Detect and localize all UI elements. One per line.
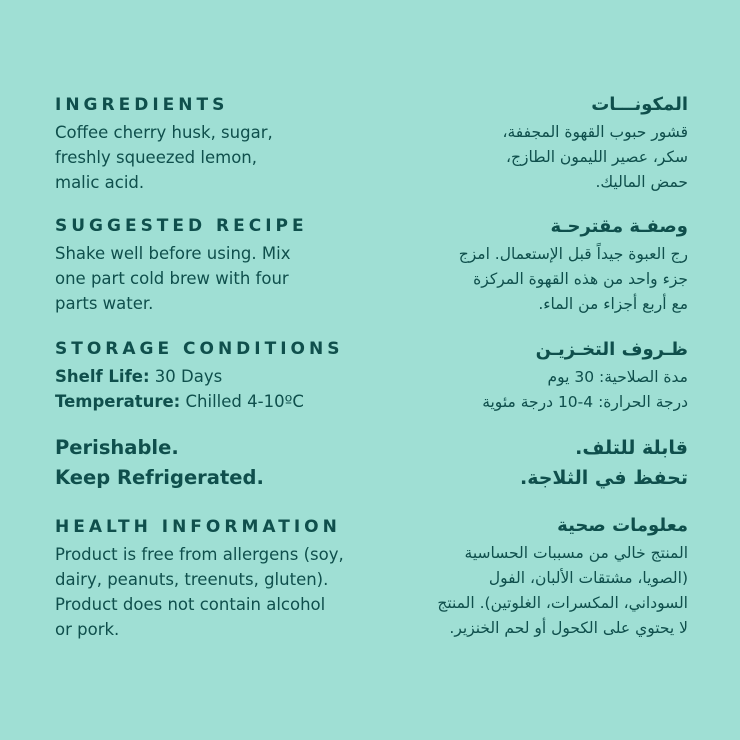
storage-text-en <box>55 364 355 414</box>
recipe-text-en <box>55 241 355 316</box>
health-line-ar: السوداني، المكسرات، الغلوتين). المنتج <box>437 594 688 612</box>
health-section-en <box>55 516 355 642</box>
storage-section-en <box>55 338 355 414</box>
health-section-ar <box>358 514 688 641</box>
perishable-notice-ar <box>358 433 688 493</box>
temperature-value-en: Chilled 4-10ºC <box>180 392 304 411</box>
health-heading-en: HEALTH INFORMATION <box>55 517 341 537</box>
recipe-line-en: parts water. <box>55 294 154 313</box>
health-text-ar <box>358 541 688 641</box>
recipe-line-ar: رج العبوة جيداً قبل الإستعمال. امزج <box>458 245 688 263</box>
recipe-line-en: one part cold brew with four <box>55 269 289 288</box>
temperature-label-en: Temperature: <box>55 392 181 411</box>
recipe-section-ar <box>358 215 688 317</box>
ingredients-text-en <box>55 120 355 195</box>
storage-heading-en: STORAGE CONDITIONS <box>55 339 344 359</box>
perishable-line1-en: Perishable. <box>55 436 179 459</box>
health-line-ar: لا يحتوي على الكحول أو لحم الخنزير. <box>449 619 688 637</box>
ingredients-line-ar: سكر، عصير الليمون الطازج، <box>506 148 688 166</box>
temperature-row-en <box>55 389 355 414</box>
health-line-en: dairy, peanuts, treenuts, gluten). <box>55 570 329 589</box>
perishable-line2-ar: تحفظ في الثلاجة. <box>519 467 688 489</box>
ingredients-section-ar <box>358 93 688 195</box>
perishable-notice-en <box>55 433 355 493</box>
shelf-life-row-ar: مدة الصلاحية: 30 يوم <box>547 368 688 386</box>
recipe-section-en <box>55 215 355 316</box>
recipe-text-ar <box>358 242 688 317</box>
health-heading-ar: معلومات صحية <box>557 515 688 536</box>
health-line-en: Product is free from allergens (soy, <box>55 545 344 564</box>
recipe-line-ar: مع أربع أجزاء من الماء. <box>538 295 688 313</box>
recipe-heading-ar: وصفـة مقترحـة <box>550 216 688 237</box>
temperature-row-ar: درجة الحرارة: 4-10 درجة مئوية <box>482 393 688 411</box>
health-line-ar: المنتج خالي من مسببات الحساسية <box>464 544 688 562</box>
ingredients-heading-ar: المكونـــات <box>591 94 688 115</box>
storage-text-ar <box>358 365 688 415</box>
ingredients-line-en: Coffee cherry husk, sugar, <box>55 123 273 142</box>
health-text-en <box>55 542 355 642</box>
shelf-life-label-en: Shelf Life: <box>55 367 150 386</box>
perishable-line1-ar: قابلة للتلف. <box>575 437 688 459</box>
ingredients-line-en: malic acid. <box>55 173 145 192</box>
ingredients-line-ar: حمض الماليك. <box>595 173 688 191</box>
storage-section-ar <box>358 338 688 415</box>
recipe-line-en: Shake well before using. Mix <box>55 244 291 263</box>
ingredients-text-ar <box>358 120 688 195</box>
ingredients-line-en: freshly squeezed lemon, <box>55 148 257 167</box>
shelf-life-row-en <box>55 364 355 389</box>
health-line-en: Product does not contain alcohol <box>55 595 326 614</box>
shelf-life-value-en: 30 Days <box>149 367 223 386</box>
storage-heading-ar: ظـروف التخـزيـن <box>535 339 688 360</box>
health-line-ar: (الصويا، مشتقات الألبان، الفول <box>488 569 688 587</box>
perishable-line2-en: Keep Refrigerated. <box>55 466 264 489</box>
health-line-en: or pork. <box>55 620 120 639</box>
recipe-heading-en: SUGGESTED RECIPE <box>55 216 308 236</box>
ingredients-heading-en: INGREDIENTS <box>55 95 229 115</box>
recipe-line-ar: جزء واحد من هذه القهوة المركزة <box>473 270 688 288</box>
ingredients-section-en <box>55 94 355 195</box>
ingredients-line-ar: قشور حبوب القهوة المجففة، <box>502 123 688 141</box>
